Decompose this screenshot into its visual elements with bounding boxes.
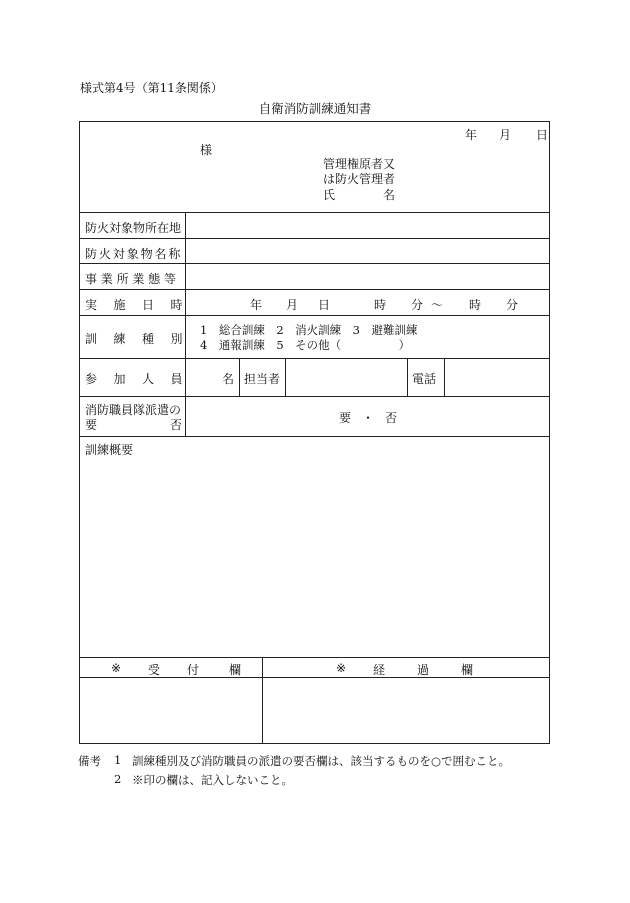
- rule: [79, 436, 550, 437]
- datetime-minute-end: 分: [506, 298, 519, 312]
- form-table: [79, 121, 550, 744]
- rule: [185, 212, 186, 436]
- notes-heading: 備考: [78, 754, 101, 768]
- rule: [79, 289, 550, 290]
- document-title: 自衛消防訓練通知書: [258, 101, 372, 116]
- reception-char-2: 付: [187, 663, 200, 677]
- rule: [79, 238, 550, 239]
- date-year: 年: [465, 128, 478, 142]
- label-training-type: 訓練種別: [85, 332, 200, 346]
- datetime-day: 日: [318, 298, 331, 312]
- label-overview: 訓練概要: [85, 443, 134, 457]
- reception-char-1: 受: [148, 663, 161, 677]
- rule: [79, 315, 550, 316]
- training-types-line2: 4 通報訓練 5 その他（ ）: [200, 338, 411, 352]
- progress-char-3: 欄: [461, 663, 474, 677]
- progress-char-1: 経: [373, 663, 386, 677]
- form-number: 様式第4号（第11条関係）: [80, 81, 223, 95]
- note-1-text: 訓練種別及び消防職員の派遣の要否欄は、該当するものを○で囲むこと。: [132, 754, 511, 768]
- training-types-line1: 1 総合訓練 2 消火訓練 3 避難訓練: [200, 323, 418, 337]
- participants-unit: 名: [222, 372, 235, 386]
- date-day: 日: [536, 128, 549, 142]
- progress-mark: ※: [336, 661, 347, 675]
- reception-mark: ※: [111, 661, 122, 675]
- reception-char-3: 欄: [229, 663, 242, 677]
- label-dispatch-line1: 消防職員隊派遣の: [85, 403, 182, 417]
- label-dispatch-hi: 否: [170, 418, 183, 432]
- datetime-year: 年: [250, 298, 263, 312]
- rule: [79, 657, 550, 658]
- datetime-hour-end: 時: [469, 298, 482, 312]
- label-location: 防火対象物所在地: [85, 221, 182, 235]
- sender-title-line1: 管理権原者又: [323, 157, 396, 171]
- dispatch-choice-yes: 要: [339, 411, 352, 425]
- label-participants: 参加人員: [85, 372, 200, 386]
- rule: [79, 396, 550, 397]
- dispatch-choice-dot: ・: [362, 411, 375, 425]
- datetime-tilde: ～: [431, 298, 444, 312]
- rule: [79, 263, 550, 264]
- label-person-in-charge: 担当者: [244, 372, 281, 386]
- label-datetime: 実施日時: [85, 298, 200, 312]
- datetime-hour-start: 時: [374, 298, 387, 312]
- note-2-number: 2: [114, 772, 122, 786]
- label-phone: 電話: [412, 372, 437, 386]
- sender-name-label-1: 氏: [323, 188, 336, 202]
- rule: [239, 358, 240, 396]
- datetime-minute-start: 分: [411, 298, 424, 312]
- addressee-sama: 様: [200, 143, 213, 157]
- note-2-text: ※印の欄は、記入しないこと。: [132, 773, 293, 787]
- note-1-number: 1: [114, 753, 122, 767]
- sender-name-label-2: 名: [383, 188, 396, 202]
- progress-char-2: 過: [417, 663, 430, 677]
- rule: [407, 358, 408, 396]
- label-object-name: 防火対象物名称: [85, 247, 183, 261]
- dispatch-choice-no: 否: [385, 411, 398, 425]
- rule: [285, 358, 286, 396]
- rule: [444, 358, 445, 396]
- rule: [79, 212, 550, 213]
- rule: [262, 657, 263, 744]
- date-month: 月: [499, 128, 512, 142]
- sender-title-line2: は防火管理者: [323, 172, 396, 186]
- label-business-type: 事業所業態等: [85, 272, 180, 286]
- rule: [79, 358, 550, 359]
- datetime-month: 月: [286, 298, 299, 312]
- label-dispatch-yo: 要: [85, 418, 98, 432]
